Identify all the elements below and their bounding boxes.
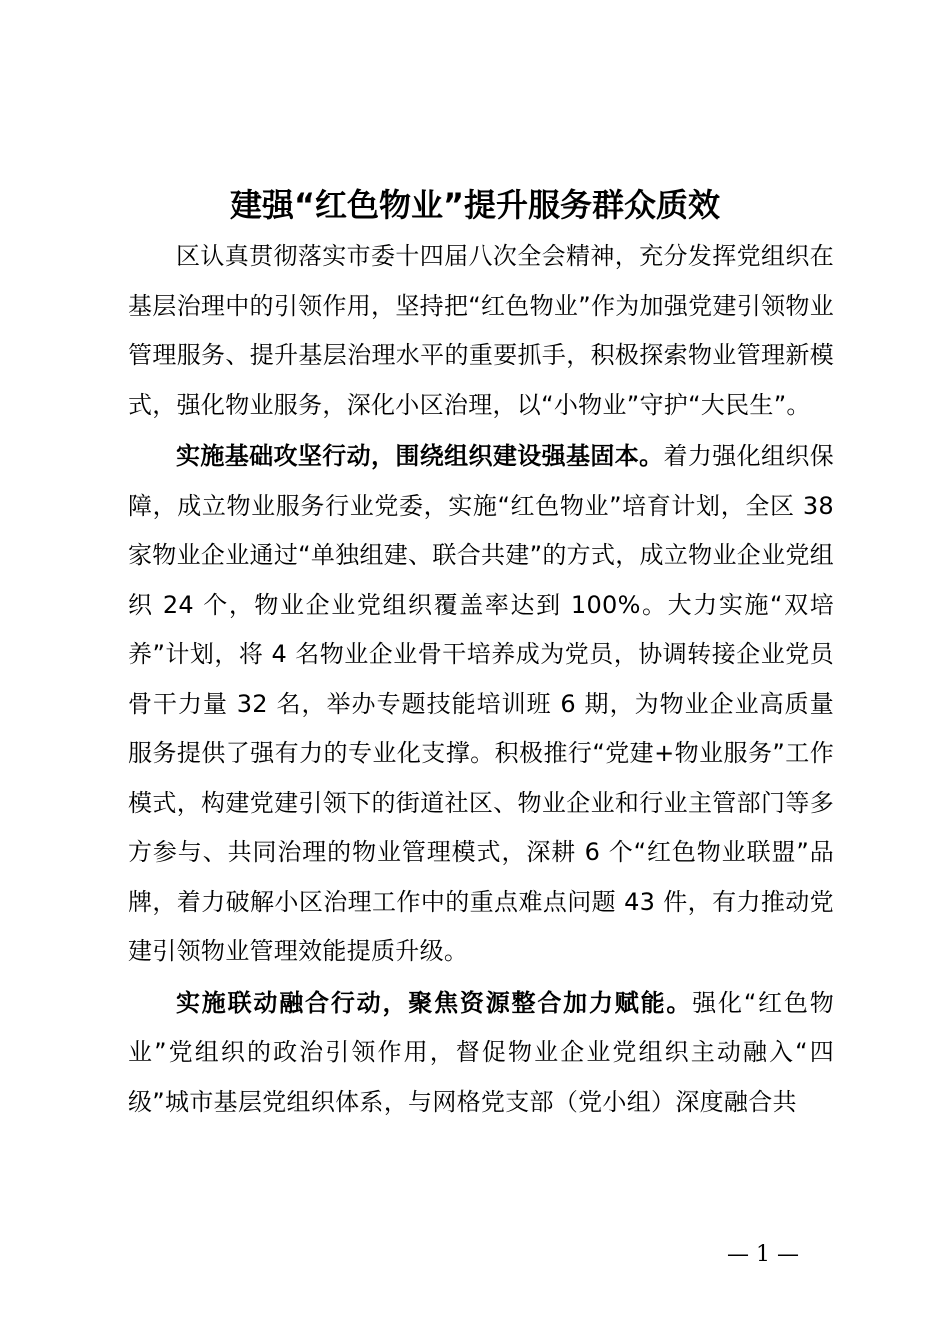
page-number: — 1 —	[727, 1242, 799, 1267]
paragraph-integration-lead: 实施联动融合行动，聚焦资源整合加力赋能。	[176, 988, 693, 1017]
document-body	[128, 232, 834, 1127]
paragraph-foundation-lead: 实施基础攻坚行动，围绕组织建设强基固本。	[176, 442, 664, 470]
paragraph-intro-text: 区认真贯彻落实市委十四届八次全会精神，充分发挥党组织在基层治理中的引领作用，坚持把“红色物业”作为加强党建引领物业管理服务、提升基层治理水平的重要抓手，积极探索物业管理新模式，强化物业服务，深化小区治理，以“小物业”守护“大民生”。	[128, 242, 834, 419]
paragraph-integration-text: 强化“红色物业”党组织的政治引领作用，督促物业企业党组织主动融入“四级”城市基层党组织体系，与网格党支部（党小组）深度融合共	[128, 988, 835, 1116]
paragraph-intro	[128, 232, 834, 430]
paragraph-integration-action	[128, 979, 834, 1128]
document-title: 建强“红色物业”提升服务群众质效	[229, 186, 721, 224]
paragraph-foundation-action	[128, 432, 834, 977]
paragraph-foundation-text: 着力强化组织保障，成立物业服务行业党委，实施“红色物业”培育计划，全区 38 家物业企业通过“单独组建、联合共建”的方式，成立物业企业党组织 24 个，物业企业党组织覆盖率达到 100%。大力实施“双培养”计划，将 4 名物业企业骨干培养成为党员，协调转接企业党员骨干力量 32 名，举办专题技能培训班 6 期，为物业企业高质量服务提供了强有力的专业化支撑。积极推行“党建+物业服务”工作模式，构建党建引领下的街道社区、物业企业和行业主管部门等多方参与、共同治理的物业管理模式，深耕 6 个“红色物业联盟”品牌，着力破解小区治理工作中的重点难点问题 43 件，有力推动党建引领物业管理效能提质升级。	[128, 442, 835, 965]
